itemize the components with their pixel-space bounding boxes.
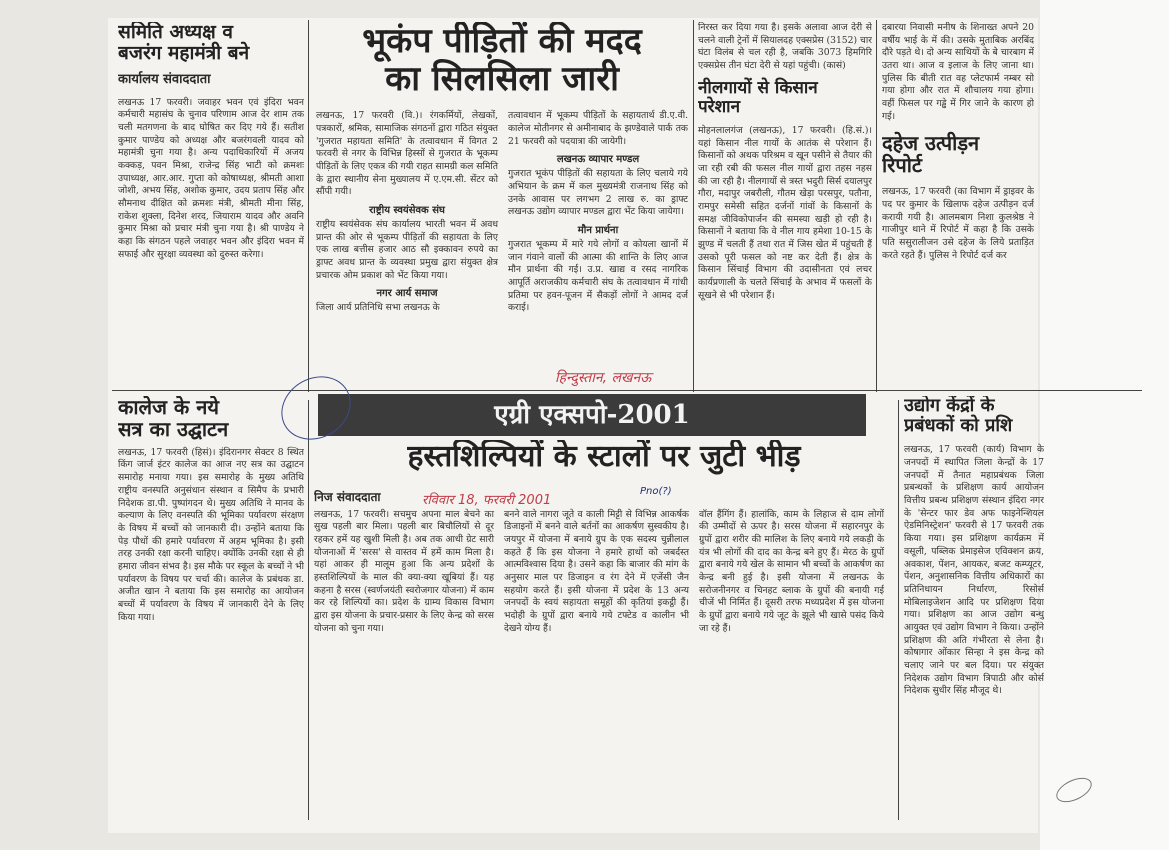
article-body: लखनऊ, 17 फरवरी (का विभाग में ड्राइवर के पद पर कुमार के खिलाफ दहेज उत्पीड़न दर्ज करायी गयी है। आलमबाग निशा कुलश्रेष्ठ ने गाजीपुर थाने में रिपोर्ट में कहा है कि उसके पति ससुरालीजन उसे दहेज के लिये प्रताड़ित करते रहते हैं। पुलिस ने रिपोर्ट दर्ज कर — [882, 186, 1034, 261]
subheading: मौन प्रार्थना — [577, 224, 619, 236]
article-college-session — [118, 396, 304, 816]
headline: उद्योग केंद्रों के — [904, 396, 995, 416]
article-body: निरस्त कर दिया गया है। इसके अलावा आज देरी से चलने वाली ट्रेनों में सियालदह एक्सप्रेस (3152) चार घंटा विलंब से चल रही है, जबकि 3073 हिमगिरि एक्सप्रेस तीन घंटा देरी से यहां पहुंची। (कासं) — [698, 22, 872, 72]
handwritten-page-note: Pno(?) — [640, 486, 672, 497]
article-body: लखनऊ, 17 फरवरी। सचमुच अपना माल बेचने का सुख पहली बार मिला। पहली बार बिचौलियों से दूर रहकर हमें यह खुशी मिली है। अब तक आधी ग्रेट सारी योजनाओं में 'सरस' से वास्तव में हमें काम मिला है। यहां आकर ही मालूम हुआ कि अन्य प्रदेशों के हस्तशिल्पियों के माल की क्या-क्या खूबियां हैं। यह कहना है सरस (स्वर्णजयंती स्वरोजगार योजना) में काम कर रहे शिल्पियों का। प्रदेश के ग्राम्य विकास विभाग द्वारा इस योजना के प्रचार-प्रसार के लिए केन्द्र को सरस योजना को चुना गया। — [314, 508, 494, 634]
column-rule — [876, 20, 877, 392]
column-rule — [693, 20, 694, 392]
headline: भूकंप पीड़ितों की मदद — [362, 22, 642, 61]
article-body: लखनऊ, 17 फरवरी (कार्य) विभाग के जनपदों में स्थापित जिला केन्द्रों के 17 जनपदों में तैनात महाप्रबंधक जिला प्रबन्धकों के प्रशिक्षण कार्य आयोजन वित्तीय प्रबन्ध प्रशिक्षण संस्थान इंदिरा नगर के 'सेन्टर फार डेव अफ फाइनेन्शियल ऐडमिनिस्ट्रेशन' फरवरी से 17 फरवरी तक किया गया। इस प्रशिक्षण कार्यक्रम में वसूली, पब्लिक प्रेमाइसेज एविक्शन क्रय, अवकाश, पेंशन, आयकर, बजट कम्प्यूटर, पेंशन, अनुशासनिक वित्तीय अधिकारों का प्रतिनिधायन निर्धारण, रिसोर्स मोबिलाइजेशन आदि पर प्रशिक्षण दिया गया। प्रशिक्षण का आज उद्योग बन्धु आयुक्त एवं उद्योग विभाग ने किया। उन्होंने प्रशिक्षण की अति गंभीरता से लेना है। कोषागार ओंकार सिन्हा ने इस केन्द्र को चलाए जाने पर बल दिया। पर संयुक्त निदेशक उद्योग विभाग त्रिपाठी और कोर्स निदेशक सुधीर सिंह मौजूद थे। — [904, 444, 1044, 697]
article-body: गुजरात भूकंप पीड़ितों की सहायता के लिए चलाये गये अभियान के क्रम में कल मुख्यमंत्री राजनाथ सिंह को उनके आवास पर लगभग 2 लाख रु. का ड्राफ्ट लखनऊ उद्योग व्यापार मण्डल द्वारा भेंट किया जायेगा। — [508, 168, 688, 218]
adjacent-paper-strip — [1040, 0, 1169, 850]
article-dowry-report — [882, 22, 1034, 390]
article-body: लखनऊ, 17 फरवरी (हिसं)। इंदिरानगर सेक्टर 8 स्थित किंग जार्ज इंटर कालेज का आज नए सत्र का उद्घाटन समारोह मनाया गया। इस समारोह के मुख्य अतिथि राष्ट्रीय वनस्पति अनुसंधान संस्थान व सिमैप के प्रभारी निदेशक डा.पी. पुष्पांगदन थे। मुख्य अतिथि ने मानव के कल्याण के लिए वनस्पति की भूमिका पर्यावरण संरक्षण के विषय में बच्चों को जानकारी दी। उन्होंने बताया कि पेड़ पौधों की हमारे पर्यावरण में अहम भूमिका है। इसी तरह उनकी रक्षा करनी चाहिए। क्योंकि उनकी रक्षा से ही हमारा जीवन संभव है। इस मौके पर स्कूल के बच्चों ने भी पर्यावरण के विषय पर चर्चा की। कालेज के प्रबंधक डा. अजीत खान ने बताया कि इस समारोह का आयोजन बच्चों में पर्यावरण के विषय में जानकारी देने के लिए किया गया। — [118, 446, 304, 623]
article-body: मोहनलालगंज (लखनऊ), 17 फरवरी। (हि.सं.)। यहां किसान नील गायों के आतंक से परेशान हैं। किसानों को अथक परिश्रम व खून पसीने से तैयार की जा रही रबी की फसल नील गायों द्वारा तहस नहस की जा रही है। नीलगायों से त्रस्त भदुरी सिर्स दयालपुर गौरा, मदापुर जबरौली, गौतम खेड़ा परसपुर, पतौना, रामपुर समेसी सहित दर्जनों गांवों के किसानों के समक्ष जीविकोपार्जन की समस्या खड़ी हो रही है। किसानों ने बताया कि वे नील गाय हमेशा 10-15 के झुण्ड में चलती हैं तथा रात में जिस खेत में पहुंचती हैं उसको पूरी फसल को नष्ट कर देती हैं। क्षेत्र के किसान सिंचाई विभाग की उदासीनता एवं लचर कार्यप्रणाली के चलते सिंचाई के अभाव में फसलों के सूखने से भी परेशान हैं। — [698, 124, 872, 301]
column-rule — [898, 400, 899, 820]
article-body: लखनऊ 17 फरवरी। जवाहर भवन एवं इंदिरा भवन कर्मचारी महासंघ के चुनाव परिणाम आज देर शाम तक चली मतगणना के बाद घोषित कर दिए गये हैं। सतीश कुमार पाण्डेय को अध्यक्ष और बजरंगवली यादव को महामंत्री चुना गया है। अन्य पदाधिकारियों में अजय कक्कड़, पवन मिश्रा, राजेन्द्र सिंह भाटी को क्रमशः उपाध्यक्ष, आर.आर. गुप्ता को कोषाध्यक्ष, श्रीमती आशा जोशी, अभय सिंह, अशोक कुमार, उदय प्रताप सिंह और सौमनाथ दीक्षित को क्रमशः मंत्री, श्रीमती मीना सिंह, राकेश शुक्ला, दिनेश शरद, जियाराम यादव और अवनि कुमार मिश्रा को प्रचार मंत्री चुना गया है। श्री पाण्डेय ने कहा कि संगठन पहले जवाहर भवन और इंदिरा भवन में सफाई और सुरक्षा व्यवस्था को दुरुस्त करेगा। — [118, 96, 304, 260]
article-body: बनने वाले नागरा जूते व काली मिट्टी से विभिन्न आकर्षक डिजाइनों में बनने वाले बर्तनों का आकर्षण सुस्वकीय है। जयपुर में योजना में बनाये ग्रुप के एक सदस्य चुन्नीलाल कहते हैं कि इस योजना ने हमारे हाथों को जबर्दस्त आत्मविश्वास दिया है। उसने कहा कि बाजार की मांग के अनुसार माल पर डिजाइन व रंग देने में एजेंसी जैन सहयोग करते हैं। इसी योजना में प्रदेश के 13 अन्य जनपदों के स्वयं सहायता समूहों की कृतियां इकट्ठी हैं। भदोही के ग्रुपों द्वारा बनाये गये टफ्टेड व कालीन भी देखने योग्य हैं। — [504, 508, 689, 634]
headline: रिपोर्ट — [882, 152, 922, 177]
article-body: जिला आर्य प्रतिनिधि सभा लखनऊ के — [316, 302, 440, 314]
article-industry-training — [904, 396, 1044, 816]
headline: हस्तशिल्पियों के स्टालों पर जुटी भीड़ — [407, 440, 801, 474]
headline: समिति अध्यक्ष व — [118, 22, 233, 43]
headline: नीलगायों से किसान — [698, 77, 818, 98]
article-body: लखनऊ, 17 फरवरी (वि.)। रंगकर्मियों, लेखकों, पत्रकारों, श्रमिक, सामाजिक संगठनों द्वारा गठित संयुक्त 'गुजरात महायता समिति' के तत्वावधान में विगत 2 फरवरी से नगर के विभिन्न हिस्सों से गुजरात के भूकम्प पीड़ितों के लिए एकत्र की गयी राहत सामग्री कल समिति के द्वारा स्थानीय सेना मुख्यालय में ए.एम.सी. सेंटर को सौंपी गयी। — [316, 110, 498, 198]
subheading: नगर आर्य समाज — [376, 288, 438, 300]
headline: दहेज उत्पीड़न — [882, 130, 980, 155]
byline: निज संवाददाता — [314, 489, 381, 504]
headline: प्रबंधकों को प्रशि — [904, 415, 1013, 437]
headline: का सिलसिला जारी — [385, 59, 619, 100]
subheading: लखनऊ व्यापार मण्डल — [556, 154, 640, 166]
byline: कार्यालय संवाददाता — [118, 71, 211, 87]
headline: बजरंग महामंत्री बने — [118, 42, 250, 65]
article-agri-expo-craftsmen — [314, 440, 894, 820]
column-rule — [308, 400, 309, 820]
handwritten-date-note: रविवार 18, फरवरी 2001 — [422, 493, 552, 508]
section-banner: एग्री एक्सपो-2001 — [318, 394, 866, 436]
article-committee-elections — [118, 22, 304, 390]
article-body: गुजरात भूकम्प में मारे गये लोगों व कोयला खानों में जान गंवाने वालों की आत्मा की शान्ति के लिए आज मौन प्रार्थना की गई। उ.प्र. खाद्य व रसद नागरिक आपूर्ति अराजकीय कर्मचारी संघ के तत्वावधान में गांधी प्रतिमा पर हवन-पूजन में सैकड़ों लोगों ने आमद दर्ज कराई। — [508, 238, 688, 314]
subheading: राष्ट्रीय स्वयंसेवक संघ — [369, 204, 445, 216]
article-body: तत्वावधान में भूकम्प पीड़ितों के सहायतार्थ डी.ए.वी. कालेज मोतीनगर से अमीनाबाद के झण्डेवाले पार्क तक 21 फरवरी को पदयात्रा की जायेगी। — [508, 110, 688, 147]
article-body: राष्ट्रीय स्वयंसेवक संघ कार्यालय भारती भवन में अवध प्रान्त की ओर से भूकम्प पीड़ितों की सहायता के लिए एक लाख बत्तीस हजार आठ सौ इक्कावन रुपये का ड्राफ्ट अवध प्रान्त के व्यवस्था प्रमुख द्वारा संयुक्त क्षेत्र प्रचारक ओम प्रकाश को भेंट किया गया। — [316, 218, 498, 281]
headline: सत्र का उद्घाटन — [118, 417, 229, 442]
article-nilgai-farmers — [698, 22, 872, 390]
headline: कालेज के नये — [118, 396, 219, 419]
headline: परेशान — [698, 96, 741, 117]
article-body: दबारया निवासी मनीष के शिनाख्त अपने 20 वर्षीय भाई के में की। उसके मुताबिक अरबिंद दौरे पड़ते थे। दो अन्य साथियों के बे चारबाग में उतरा था। आज व इलाज के लिए जाना था। पुलिस कि बीती रात वह प्लेटफार्म नम्बर सो गया होगा और रात में शौचालय गया होगा। वहीं फिसल पर गड्ढे में गिर जाने के कारण हो गई। — [882, 22, 1034, 122]
handwritten-source-note: हिन्दुस्तान, लखनऊ — [555, 370, 652, 386]
article-earthquake-relief — [316, 22, 688, 392]
column-rule — [308, 20, 309, 392]
article-body: वॉल हैंगिंग हैं। हालांकि, काम के लिहाज से दाम लोगों की उम्मीदों से ऊपर है। सरस योजना में सहारनपुर के ग्रुपों द्वारा शरीर की मालिश के लिए बनाये गये लकड़ी के यंत्र भी लोगों की दाद का केन्द्र बने हुए हैं। मेरठ के ग्रुपों द्वारा बनाये गये खेल के सामान भी बच्चों के आकर्षण का केन्द्र बनी हुई है। इसी योजना में लखनऊ के सरोजनीनगर व चिनहट ब्लाक के ग्रुपों की बनायी गई चीजें भी निर्मित हैं। दूसरी तरफ मध्यप्रदेश में इस योजना के ग्रुपों द्वारा बनाये गये जूट के झूले भी खासे पसंद किये जा रहे हैं। — [699, 508, 884, 634]
